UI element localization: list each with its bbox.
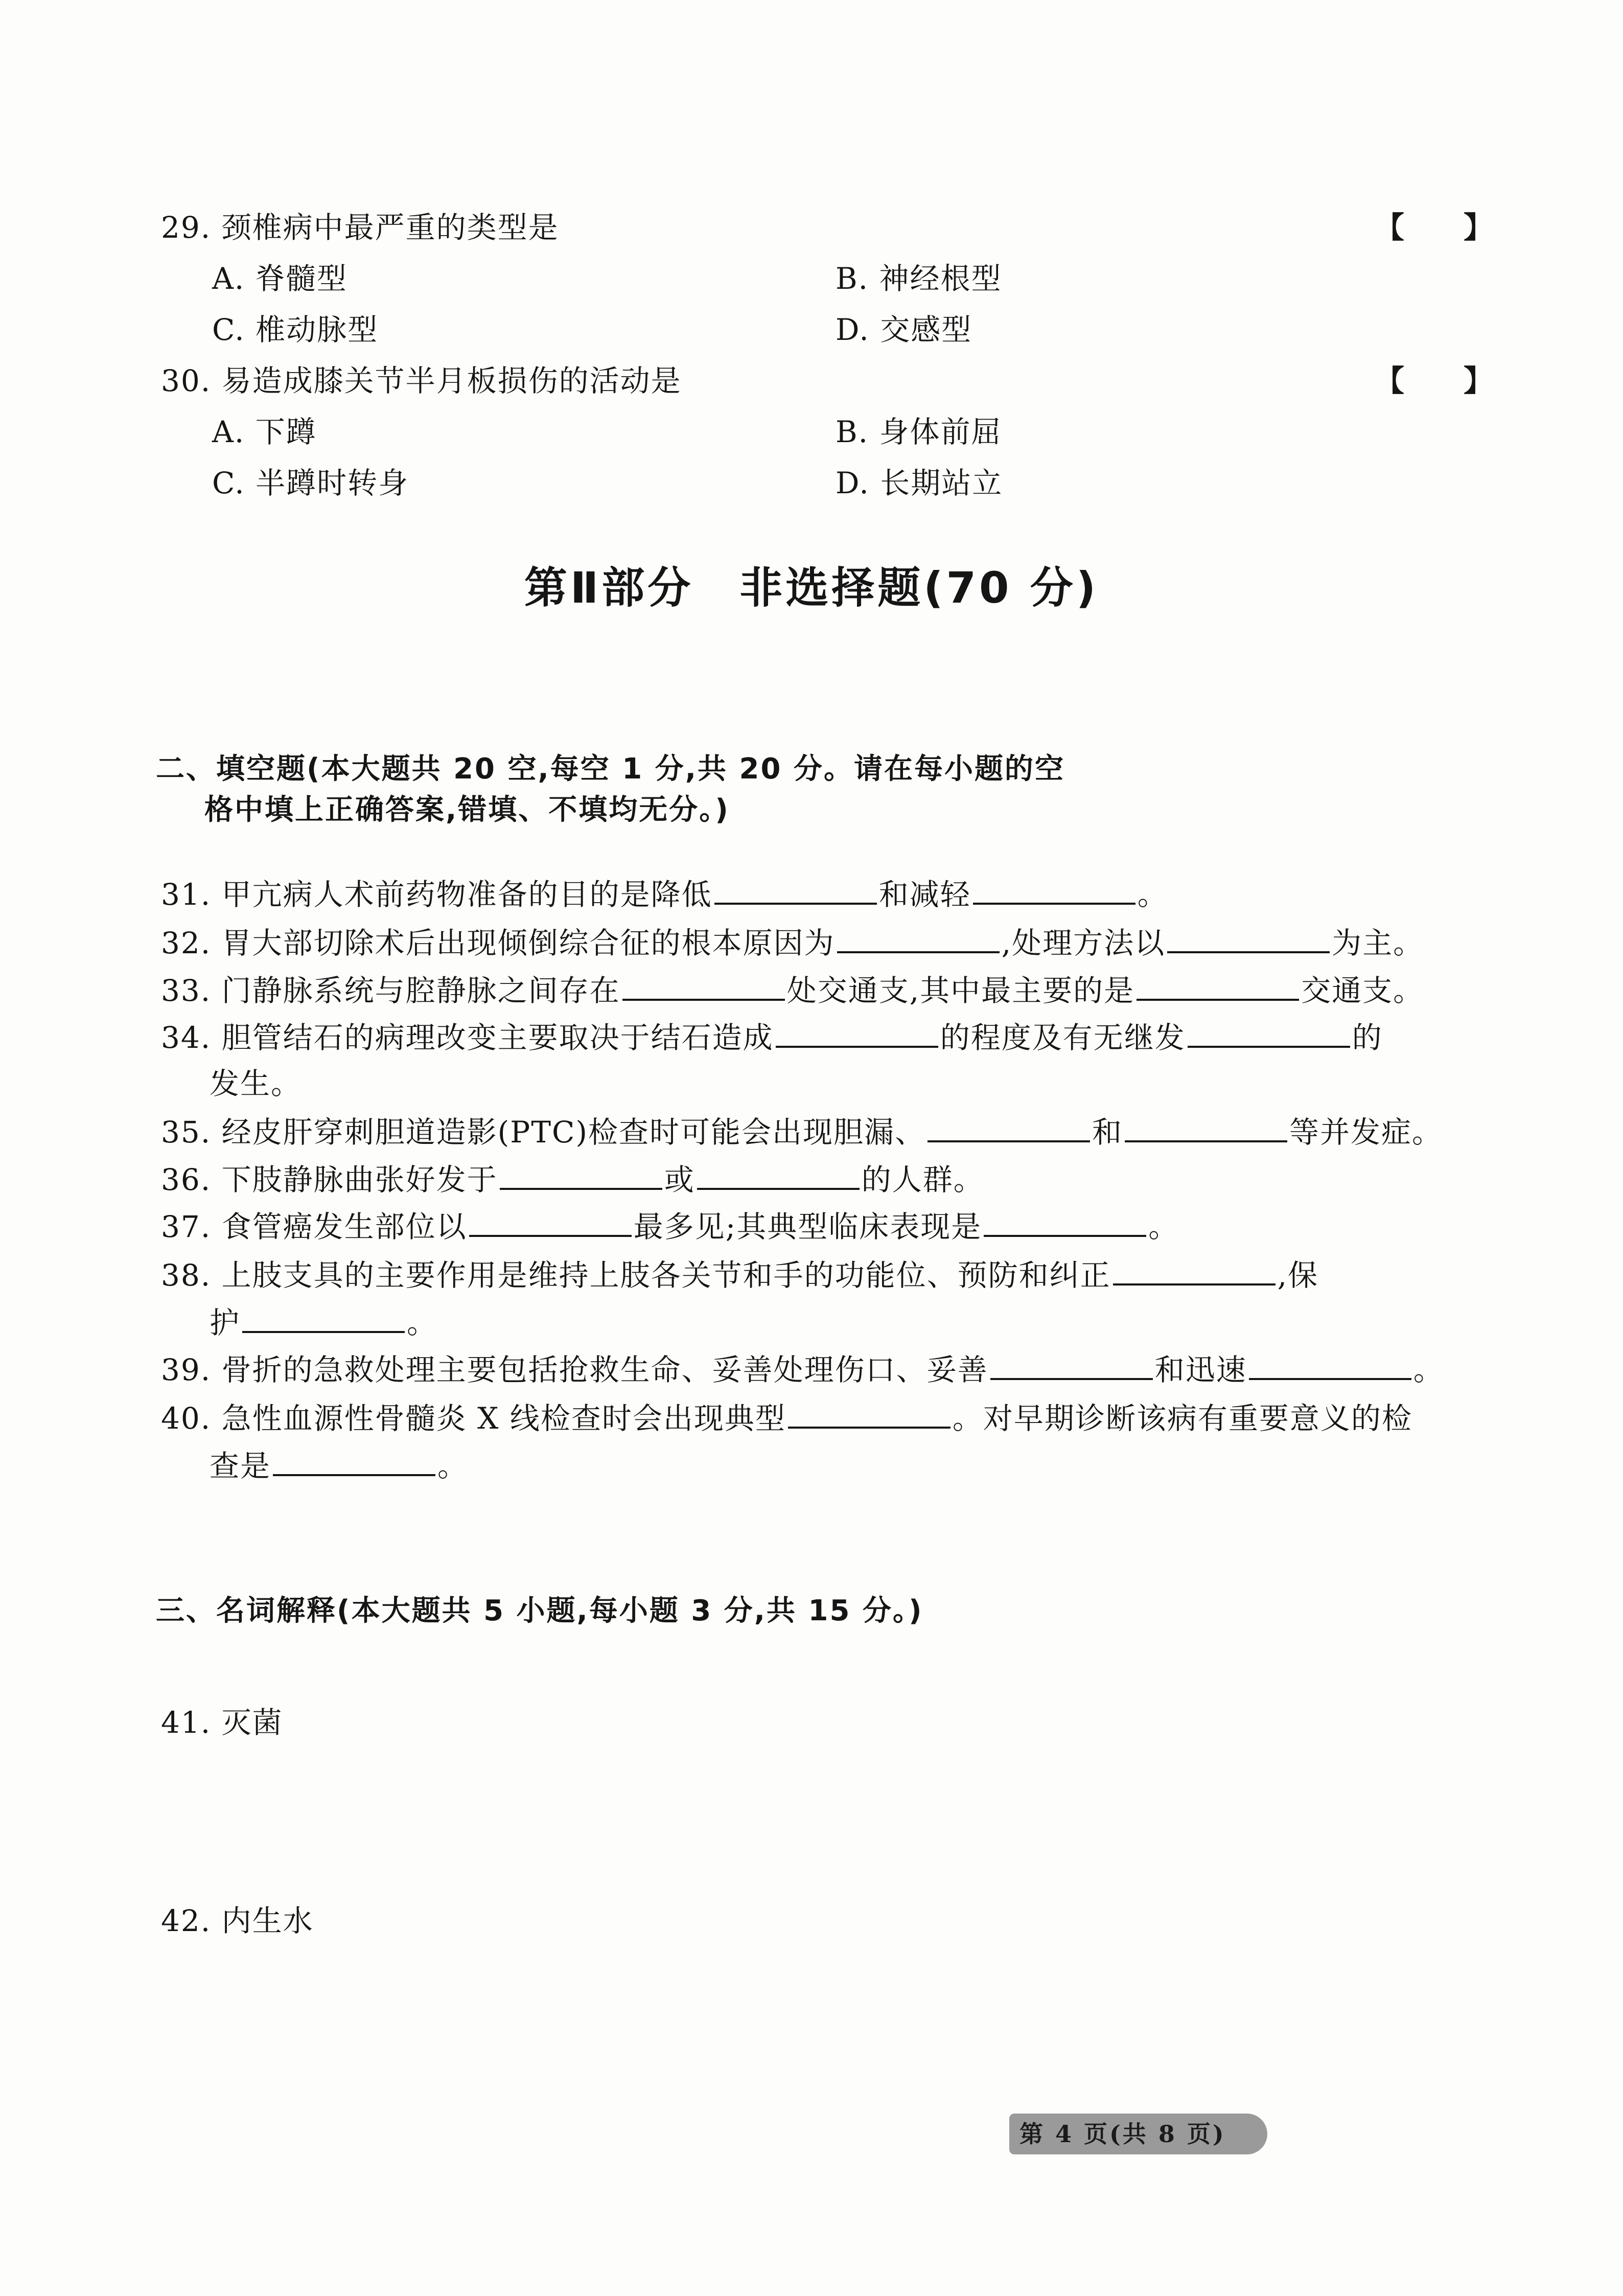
q38-text-3: 护 xyxy=(210,1305,241,1340)
section-2-header-line-1: 二、填空题(本大题共 20 空,每空 1 分,共 20 分。请在每小题的空 xyxy=(156,752,1065,786)
q35-text-3: 等并发症。 xyxy=(1289,1115,1443,1150)
q35-blank-2 xyxy=(1125,1112,1287,1142)
q37-text-3: 。 xyxy=(1148,1209,1179,1244)
question-38 xyxy=(161,1255,1318,1296)
q36-blank-2 xyxy=(697,1159,860,1190)
question-34 xyxy=(161,1017,1383,1058)
q31-blank-1 xyxy=(714,874,877,905)
q38-text-1: 38. 上肢支具的主要作用是维持上肢各关节和手的功能位、预防和纠正 xyxy=(161,1258,1111,1293)
question-40 xyxy=(161,1398,1412,1439)
q31-text-3: 。 xyxy=(1137,877,1168,912)
q39-text-1: 39. 骨折的急救处理主要包括抢救生命、妥善处理伤口、妥善 xyxy=(161,1352,988,1387)
q34-text-3: 的 xyxy=(1352,1020,1383,1055)
q35-text-1: 35. 经皮肝穿刺胆道造影(PTC)检查时可能会出现胆漏、 xyxy=(161,1115,926,1150)
q34-text-2: 的程度及有无继发 xyxy=(940,1020,1186,1055)
q40-blank-2 xyxy=(273,1445,435,1476)
q31-blank-2 xyxy=(973,874,1135,905)
question-32 xyxy=(161,923,1424,963)
q37-blank-2 xyxy=(984,1206,1146,1237)
question-35 xyxy=(161,1112,1443,1153)
q34-text-1: 34. 胆管结石的病理改变主要取决于结石造成 xyxy=(161,1020,774,1055)
option-29-c: C. 椎动脉型 xyxy=(212,312,379,347)
option-30-b: B. 身体前屈 xyxy=(836,415,1002,449)
q32-text-2: ,处理方法以 xyxy=(1001,926,1166,960)
q31-text-1: 31. 甲亢病人术前药物准备的目的是降低 xyxy=(161,877,712,912)
q31-text-2: 和减轻 xyxy=(878,877,971,912)
q33-text-3: 交通支。 xyxy=(1301,973,1424,1008)
q32-blank-1 xyxy=(837,923,1000,953)
part-2-label: 第Ⅱ部分 xyxy=(524,563,694,613)
q39-blank-2 xyxy=(1249,1349,1411,1380)
q38-text-2: ,保 xyxy=(1277,1258,1319,1293)
option-29-b: B. 神经根型 xyxy=(836,261,1002,296)
q37-blank-1 xyxy=(469,1206,632,1237)
q34-blank-1 xyxy=(776,1017,938,1048)
q36-text-2: 或 xyxy=(664,1162,695,1197)
answer-bracket-30: 【 】 xyxy=(1375,363,1494,398)
q32-blank-2 xyxy=(1167,923,1330,953)
q37-text-2: 最多见;其典型临床表现是 xyxy=(633,1209,982,1244)
section-3-header: 三、名词解释(本大题共 5 小题,每小题 3 分,共 15 分。) xyxy=(156,1594,923,1627)
question-30-stem: 30. 易造成膝关节半月板损伤的活动是 xyxy=(161,363,682,398)
question-31 xyxy=(161,874,1168,915)
part-2-subtitle: 非选择题(70 分) xyxy=(739,563,1099,613)
q40-blank-1 xyxy=(788,1398,950,1429)
q40-text-3: 查是 xyxy=(210,1449,271,1483)
question-34-continuation: 发生。 xyxy=(210,1066,302,1101)
option-30-c: C. 半蹲时转身 xyxy=(212,466,409,500)
q38-blank-1 xyxy=(1113,1255,1276,1285)
q40-text-4: 。 xyxy=(437,1449,469,1483)
question-29-stem: 29. 颈椎病中最严重的类型是 xyxy=(161,210,559,245)
answer-bracket-29: 【 】 xyxy=(1375,210,1494,245)
section-2-header-line-2: 格中填上正确答案,错填、不填均无分。) xyxy=(204,793,730,826)
question-36 xyxy=(161,1159,984,1200)
q35-text-2: 和 xyxy=(1092,1115,1123,1150)
question-42: 42. 内生水 xyxy=(161,1903,314,1938)
option-30-d: D. 长期站立 xyxy=(836,466,1003,500)
question-37 xyxy=(161,1206,1179,1247)
q32-text-1: 32. 胃大部切除术后出现倾倒综合征的根本原因为 xyxy=(161,926,835,960)
q33-text-2: 处交通支,其中最主要的是 xyxy=(786,973,1135,1008)
q35-blank-1 xyxy=(928,1112,1090,1142)
q36-text-1: 36. 下肢静脉曲张好发于 xyxy=(161,1162,498,1197)
q32-text-3: 为主。 xyxy=(1332,926,1424,960)
option-29-a: A. 脊髓型 xyxy=(212,261,347,296)
q33-blank-1 xyxy=(622,970,785,1001)
q33-text-1: 33. 门静脉系统与腔静脉之间存在 xyxy=(161,973,620,1008)
q38-text-4: 。 xyxy=(407,1305,438,1340)
page-number-badge: 第 4 页(共 8 页) xyxy=(1009,2114,1267,2154)
question-39 xyxy=(161,1349,1444,1390)
q37-text-1: 37. 食管癌发生部位以 xyxy=(161,1209,467,1244)
q36-blank-1 xyxy=(500,1159,662,1190)
question-40-continuation xyxy=(210,1445,468,1486)
q39-text-2: 和迅速 xyxy=(1154,1352,1247,1387)
q39-blank-1 xyxy=(990,1349,1153,1380)
q38-blank-2 xyxy=(242,1302,405,1333)
q36-text-3: 的人群。 xyxy=(861,1162,984,1197)
q40-text-2: 。对早期诊断该病有重要意义的检 xyxy=(952,1401,1412,1436)
option-30-a: A. 下蹲 xyxy=(212,415,317,449)
question-41: 41. 灭菌 xyxy=(161,1705,283,1740)
q40-text-1: 40. 急性血源性骨髓炎 X 线检查时会出现典型 xyxy=(161,1401,786,1436)
q39-text-3: 。 xyxy=(1413,1352,1444,1387)
q33-blank-2 xyxy=(1137,970,1299,1001)
option-29-d: D. 交感型 xyxy=(836,312,972,347)
question-38-continuation xyxy=(210,1302,437,1343)
question-33 xyxy=(161,970,1424,1011)
part-2-title xyxy=(0,560,1623,616)
q34-blank-2 xyxy=(1188,1017,1350,1048)
